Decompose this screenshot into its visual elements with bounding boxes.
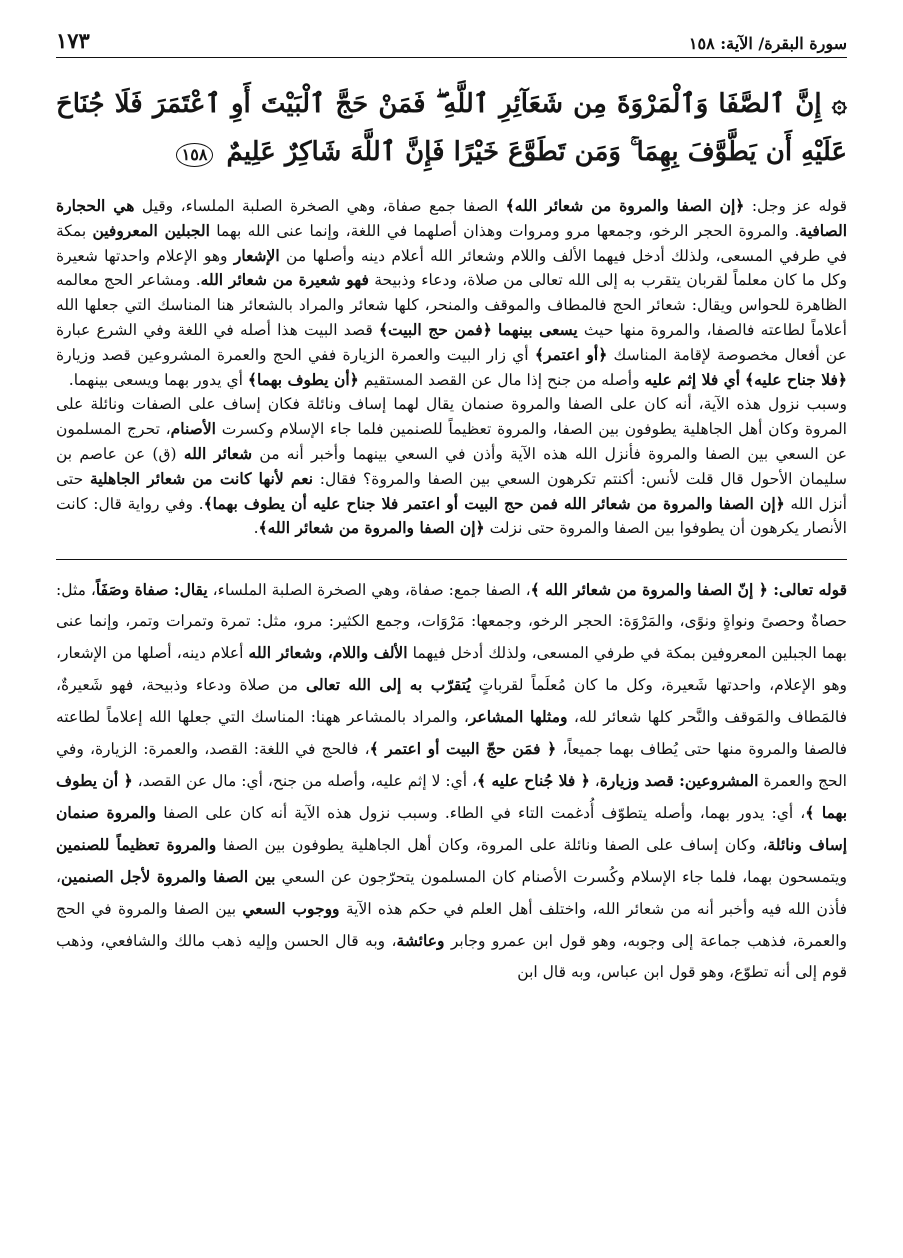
text: ، فالحج في اللغة: القصد، والعمرة: الزيارة، وفي الحج والعمرة xyxy=(56,740,847,791)
emphasis: نعم لأنها كانت من شعائر الجاهلية xyxy=(89,468,314,488)
text: . xyxy=(253,519,259,538)
text: من صلاة ودعاء وذبيحة، فهو شَعيرةٌ، فالمَطاف والمَوقف والنَّحر كلها شعائر لله، xyxy=(56,676,847,727)
text: ، فأذن الله فيه وأخبر أنه من شعائر الله، واختلف أهل العلم في حكم هذه الآية xyxy=(56,868,847,919)
quote: ﴿ إنّ الصفا والمروة من شعائر الله ﴾ xyxy=(530,580,768,600)
quote: ﴿إن الصفا والمروة من شعائر الله﴾ xyxy=(258,518,485,538)
emphasis: والمروة تعظيماً للصنمين xyxy=(56,835,217,855)
emphasis: يُتقرّب به إلى الله تعالى xyxy=(305,675,471,695)
text: ، أي: يدور بهما، وأصله يتطوّف أُدغمت التاء في الطاء. وسبب نزول هذه الآية أنه كان على الصفا xyxy=(156,804,806,823)
emphasis: الألف واللام، وشعائر الله xyxy=(248,643,408,663)
running-header xyxy=(56,28,847,58)
surah-verse-title: سورة البقرة/ الآية: ١٥٨ xyxy=(688,34,847,53)
text: ، وكان إساف على الصفا ونائلة على المروة، وكان أهل الجاهلية يطوفون بين الصفا xyxy=(216,836,768,855)
emphasis: ومثلها المشاعر xyxy=(468,707,568,727)
text: وأصله من جنح إذا مال عن القصد المستقيم xyxy=(358,370,645,389)
text: . ومشاعر الحج معالمه الظاهرة للحواس ويقال: شعائر الحج فالمطاف والموقف والمنحر، كلها شعائر والمراد بالشعائر هنا المناسك التي جعلها الله أعلاماً لطاعته فالصفا، والمروة منها حيث xyxy=(56,271,847,339)
emphasis: والمروة صنمان إساف ونائلة xyxy=(56,803,847,855)
text: ويتمسحون بهما، فلما جاء الإسلام وكُسرت الأصنام كان المسلمون يتحرّجون عن السعي xyxy=(275,868,847,887)
emphasis: الإشعار xyxy=(233,245,280,265)
text: ، الصفا جمع: صفاة، وهي الصخرة الصلبة الملساء، xyxy=(207,581,531,600)
text: . وفي رواية قال: كانت الأنصار يكرهون أن يطوفوا بين الصفا والمروة حتى نزلت xyxy=(56,494,847,538)
text: بين الصفا والمروة في الحج والعمرة، فذهب جماعة إلى وجوبه، وهو قول ابن عمرو وجابر xyxy=(56,900,847,951)
section-divider xyxy=(56,559,847,560)
verse-text: ۞ إِنَّ ٱلصَّفَا وَٱلْمَرْوَةَ مِن شَعَآئِرِ ٱللَّهِ ۖ فَمَنْ حَجَّ ٱلْبَيْتَ أَوِ ٱعْتَمَرَ فَلَا جُنَاحَ عَلَيْهِ أَن يَطَّوَّفَ بِهِمَا ۚ وَمَن تَطَوَّعَ خَيْرًا فَإِنَّ ٱللَّهَ شَاكِرٌ عَلِيمٌ xyxy=(56,89,847,167)
text: ، تحرج المسلمون عن السعي بين الصفا والمروة فأنزل الله هذه الآية وأذن في السعي بينهما وأخبر أنه من xyxy=(56,420,848,463)
text: وسبب نزول هذه الآية، أنه كان على الصفا والمروة صنمان يقال لهما إساف ونائلة فكان إساف على الصفات ونائلة على المروة وكان أهل الجاهلية يطوفون بين الصفا، والمروة تعظيماً للصنمين فلما جاء الإسلام وكسرت xyxy=(56,395,847,439)
quote: ﴿فلا جناح عليه﴾ xyxy=(745,369,847,389)
quote: ﴿أن يطوف بهما﴾ xyxy=(247,369,359,389)
quote: ﴿ فمَن حجّ البيت أو اعتمر ﴾ xyxy=(369,739,557,759)
emphasis: هي الحجارة الصافية xyxy=(56,196,847,240)
text: (ق) عن عاصم بن سليمان الأحول قال قلت لأنس: أكنتم تكرهون السعي بين الصفا والمروة؟ فقال: xyxy=(56,444,848,488)
page-number: ١٧٣ xyxy=(56,28,90,53)
quote: ﴿إن الصفا والمروة من شعائر الله فمن حج البيت أو اعتمر فلا جناح عليه أن يطوف بهما﴾ xyxy=(203,493,785,513)
quote: ﴿فمن حج البيت﴾ xyxy=(378,319,492,339)
emphasis: الأصنام xyxy=(170,419,216,439)
quote: ﴿إن الصفا والمروة من شعائر الله﴾ xyxy=(505,196,745,215)
text: ، وبه قال الحسن وإليه ذهب مالك والشافعي، وذهب قوم إلى أنه تطوّع، وهو قول ابن عباس، وبه قال ابن xyxy=(56,932,847,982)
emphasis: المشروعين: قصد وزيارة xyxy=(599,771,759,791)
footnote-commentary xyxy=(56,574,847,988)
emphasis: يسعى بينهما xyxy=(498,319,578,339)
emphasis: يقال: صفاة وصَفَاً xyxy=(95,580,208,600)
text: أي زار البيت والعمرة الزيارة ففي الحج والعمرة المشروعين قصد وزيارة xyxy=(56,345,535,364)
commentary-paragraph-2 xyxy=(56,392,847,541)
text: بمكة في طرفي المسعى، ولذلك أدخل فيهما الألف واللام وشعائر الله أعلام دينه وأصلها من xyxy=(56,221,847,265)
text: وهو الإعلام واحدتها شعيرة وكل ما كان معلماً لقربان يتقرب به إلى الله تعالى من صلاة، ودعاء وذبيحة xyxy=(56,246,847,290)
text: الصفا جمع صفاة، وهي الصخرة الصلبة الملساء، وقيل xyxy=(134,197,506,215)
emphasis: الجبلين المعروفين xyxy=(92,220,210,240)
text: ، أي: لا إثم عليه، وأصله من جنح، أي: مال عن القصد، xyxy=(132,772,477,791)
emphasis: فهو شعيرة من شعائر الله xyxy=(200,270,369,290)
emphasis: أي فلا إثم عليه xyxy=(644,369,741,389)
emphasis: ووجوب السعي xyxy=(242,899,340,919)
text: ، مثل: حصاةٌ وحصىً ونواةٍ ونوًى، والمَرْوَة: الحجر الرخو، وجمعها: مَرْوَات، وجمع الكثير: مرو، مثل: تمرة وتمرات وتمر، وإنما عنى بهما الجبلين المعروفين بمكة في طرفي المسعى، ولذلك أدخل فيهما xyxy=(56,581,847,663)
commentary-paragraph-1 xyxy=(56,194,847,392)
emphasis: بين الصفا والمروة لأجل الصنمين xyxy=(61,867,276,887)
quote: ﴿ فلا جُناح عليه ﴾ xyxy=(476,771,590,791)
emphasis: شعائر الله xyxy=(183,443,253,463)
text: قصد البيت هذا أصله في اللغة وفي الشرع عبارة عن أفعال مخصوصة لإقامة المناسك xyxy=(56,320,847,364)
emphasis: وعائشة xyxy=(396,931,445,951)
emphasis: قوله تعالى: xyxy=(767,580,848,600)
text: ، والمراد بالمشاعر ههنا: المناسك التي جعلها الله إعلاماً لطاعته فالصفا والمروة منها حتى يُطاف بهما جميعاً، xyxy=(56,708,847,759)
text: أي يدور بهما ويسعى بينهما. xyxy=(68,370,248,389)
quote: ﴿أو اعتمر﴾ xyxy=(534,344,608,364)
quran-verse xyxy=(56,80,847,176)
text: . والمروة الحجر الرخو، وجمعها مرو ومروات وهذان أصلهما في اللغة، وإنما عنى الله بهما xyxy=(209,221,800,240)
text: قوله عز وجل: xyxy=(744,197,848,215)
quote: ﴿ أن يطوف بهما ﴾ xyxy=(56,771,848,823)
text: حتى أنزل الله xyxy=(56,469,847,513)
text: ، xyxy=(589,772,600,791)
text: أعلام دينه، أصلها من الإشعار، وهو الإعلام، واحدتها شَعيرة، وكل ما كان مُعلَماً لقرباتٍ xyxy=(56,644,847,695)
verse-number: ١٥٨ xyxy=(176,143,214,167)
